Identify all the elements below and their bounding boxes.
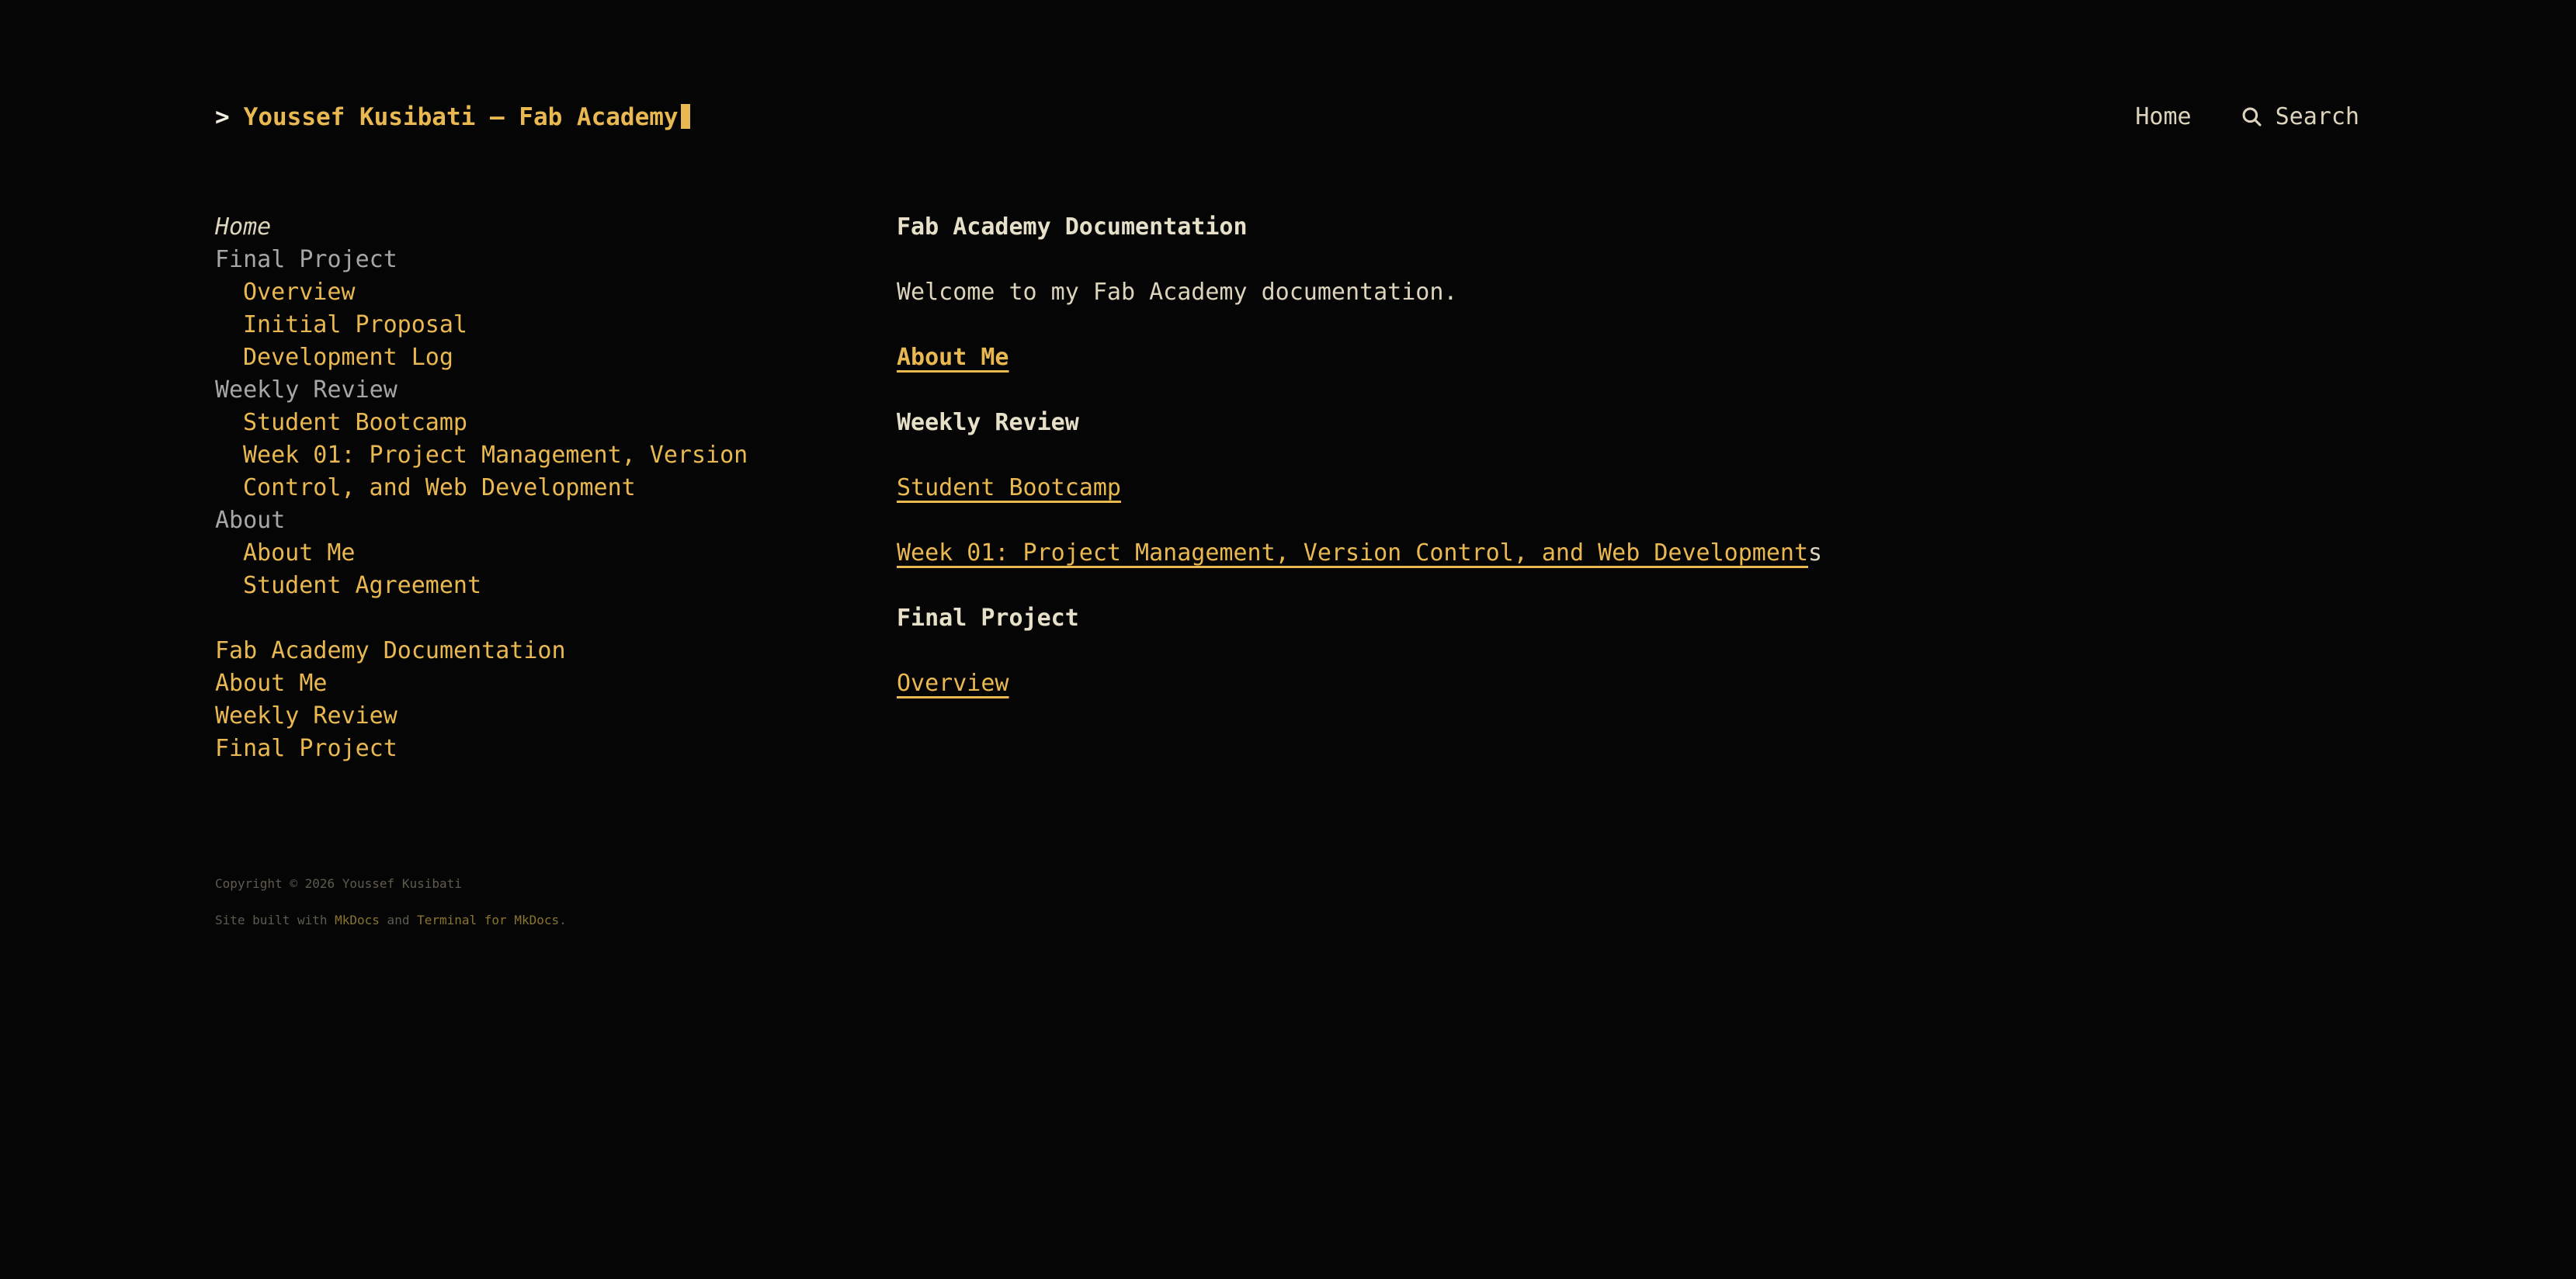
page: [215, 0, 2359, 765]
main-content: [897, 211, 2359, 765]
sidebar-item-fab-academy-documentation[interactable]: [215, 635, 759, 667]
sidebar-item-week-01[interactable]: [215, 439, 759, 504]
search-label: Search: [2275, 103, 2359, 130]
sidebar-week-01-link[interactable]: Week 01: Project Management, Version Control, and Web Development: [243, 442, 748, 501]
search-icon: [2240, 105, 2265, 130]
sidebar-item-development-log[interactable]: [215, 341, 759, 374]
sidebar-section-about: About: [215, 507, 286, 534]
site-title-link[interactable]: Youssef Kusibati — Fab Academy: [243, 103, 679, 131]
sidebar-item-weekly-review-2[interactable]: [215, 700, 759, 733]
sidebar-weekly-review-link-2[interactable]: Weekly Review: [215, 702, 398, 730]
footer: [215, 874, 567, 947]
sidebar: [215, 211, 759, 765]
week-01-link[interactable]: Week 01: Project Management, Version Control, and Web Development: [897, 539, 1808, 567]
sidebar-item-student-bootcamp[interactable]: [215, 407, 759, 439]
sidebar-item-final-project-2[interactable]: [215, 733, 759, 765]
student-bootcamp-row: [897, 472, 2359, 504]
sidebar-group-primary: [215, 211, 759, 602]
week-01-row: [897, 537, 2359, 570]
sidebar-about-me-link-2[interactable]: About Me: [215, 670, 328, 697]
built-prefix: Site built with: [215, 913, 335, 927]
sidebar-group-secondary: [215, 635, 759, 765]
sidebar-item-about-me[interactable]: [215, 537, 759, 570]
sidebar-section-final-project: Final Project: [215, 246, 398, 273]
built-with-text: [215, 910, 567, 931]
sidebar-item-home[interactable]: [215, 211, 759, 244]
sidebar-final-project-link-2[interactable]: Final Project: [215, 735, 398, 762]
sidebar-student-agreement-link[interactable]: Student Agreement: [243, 572, 482, 599]
sidebar-home-link[interactable]: Home: [215, 213, 272, 241]
sidebar-item-about-me-2[interactable]: [215, 667, 759, 700]
section-heading-weekly-review: Weekly Review: [897, 409, 1079, 436]
sidebar-item-initial-proposal[interactable]: [215, 309, 759, 341]
search-link[interactable]: [2240, 101, 2359, 133]
terminal-for-mkdocs-link[interactable]: Terminal for MkDocs: [417, 913, 560, 927]
sidebar-item-overview[interactable]: [215, 276, 759, 309]
sidebar-about-me-link[interactable]: About Me: [243, 539, 356, 567]
student-bootcamp-link[interactable]: Student Bootcamp: [897, 474, 1121, 501]
built-middle: and: [379, 913, 418, 927]
sidebar-initial-proposal-link[interactable]: Initial Proposal: [243, 311, 467, 338]
sidebar-overview-link[interactable]: Overview: [243, 279, 356, 306]
week-01-suffix: s: [1808, 539, 1823, 567]
page-title: Fab Academy Documentation: [897, 213, 1248, 241]
mkdocs-link[interactable]: MkDocs: [335, 913, 380, 927]
section-heading-final-project: Final Project: [897, 605, 1079, 632]
sidebar-student-bootcamp-link[interactable]: Student Bootcamp: [243, 409, 467, 436]
built-suffix: .: [559, 913, 567, 927]
header: [215, 0, 2359, 133]
content-columns: [215, 211, 2359, 765]
about-me-link[interactable]: About Me: [897, 344, 1009, 371]
terminal-cursor-block: [681, 104, 690, 129]
sidebar-fab-academy-documentation-link[interactable]: Fab Academy Documentation: [215, 637, 566, 664]
sidebar-development-log-link[interactable]: Development Log: [243, 344, 453, 371]
site-title[interactable]: [215, 101, 690, 133]
sidebar-item-student-agreement[interactable]: [215, 570, 759, 602]
overview-link[interactable]: Overview: [897, 670, 1009, 697]
copyright-text: Copyright © 2026 Youssef Kusibati: [215, 876, 462, 891]
intro-text: Welcome to my Fab Academy documentation.: [897, 279, 1458, 306]
sidebar-section-weekly-review: Weekly Review: [215, 376, 398, 404]
about-me-row: [897, 341, 2359, 374]
top-nav: [2135, 101, 2359, 133]
overview-row: [897, 667, 2359, 700]
terminal-prompt: >: [215, 103, 230, 131]
nav-home-link[interactable]: Home: [2135, 103, 2192, 130]
